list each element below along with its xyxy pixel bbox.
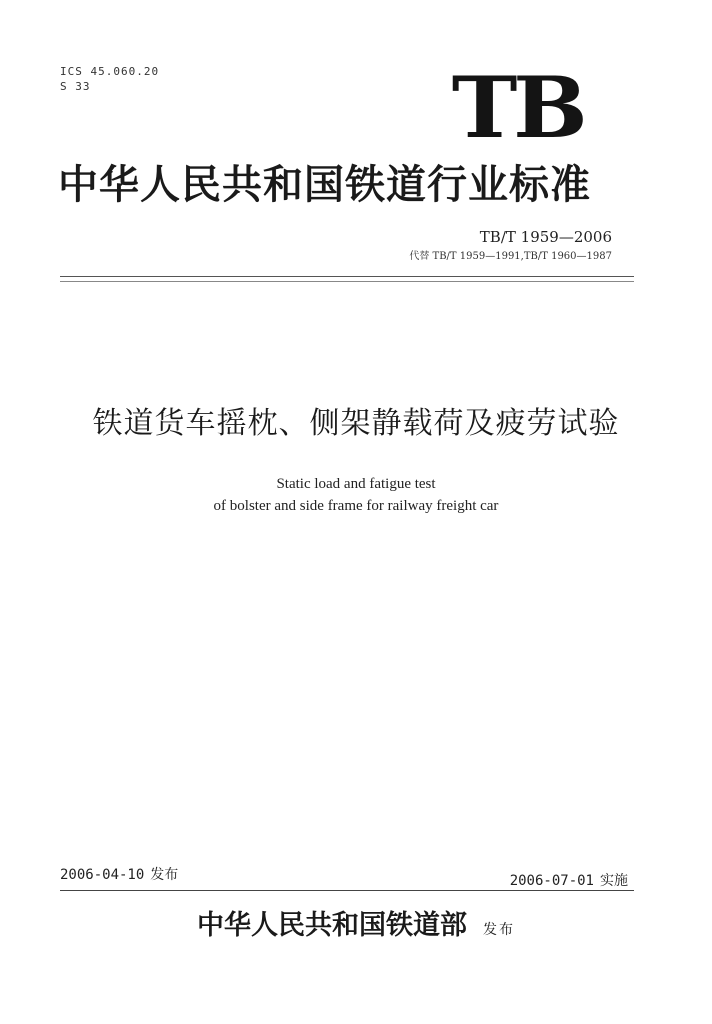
issuer-block <box>0 910 712 946</box>
footer-divider <box>60 890 634 891</box>
issue-date-block <box>60 866 178 884</box>
header-divider <box>60 276 634 277</box>
ics-code: ICS 45.060.20 <box>60 65 160 78</box>
replaces-note: 代替 TB/T 1959—1991,TB/T 1960—1987 <box>409 251 612 262</box>
standard-category: 中华人民共和国铁道行业标准 <box>58 161 591 208</box>
implement-date-block <box>510 872 628 890</box>
tb-logo: TB <box>451 58 584 157</box>
class-code: S 33 <box>60 80 91 93</box>
issue-date: 2006-04-10 <box>60 867 145 883</box>
document-title-english-line1: Static load and fatigue test <box>276 476 436 492</box>
header-divider-secondary <box>60 281 634 282</box>
issuer-name: 中华人民共和国铁道部 <box>197 910 467 941</box>
issuer-label: 发布 <box>483 922 515 938</box>
issue-label: 发布 <box>150 867 179 883</box>
document-title-chinese: 铁道货车摇枕、侧架静载荷及疲劳试验 <box>92 406 620 441</box>
document-title-english-line2: of bolster and side frame for railway freight car <box>213 498 499 514</box>
implement-date: 2006-07-01 <box>509 873 594 889</box>
implement-label: 实施 <box>600 873 628 889</box>
standard-number: TB/T 1959—2006 <box>479 228 612 246</box>
classification-codes <box>60 64 159 94</box>
